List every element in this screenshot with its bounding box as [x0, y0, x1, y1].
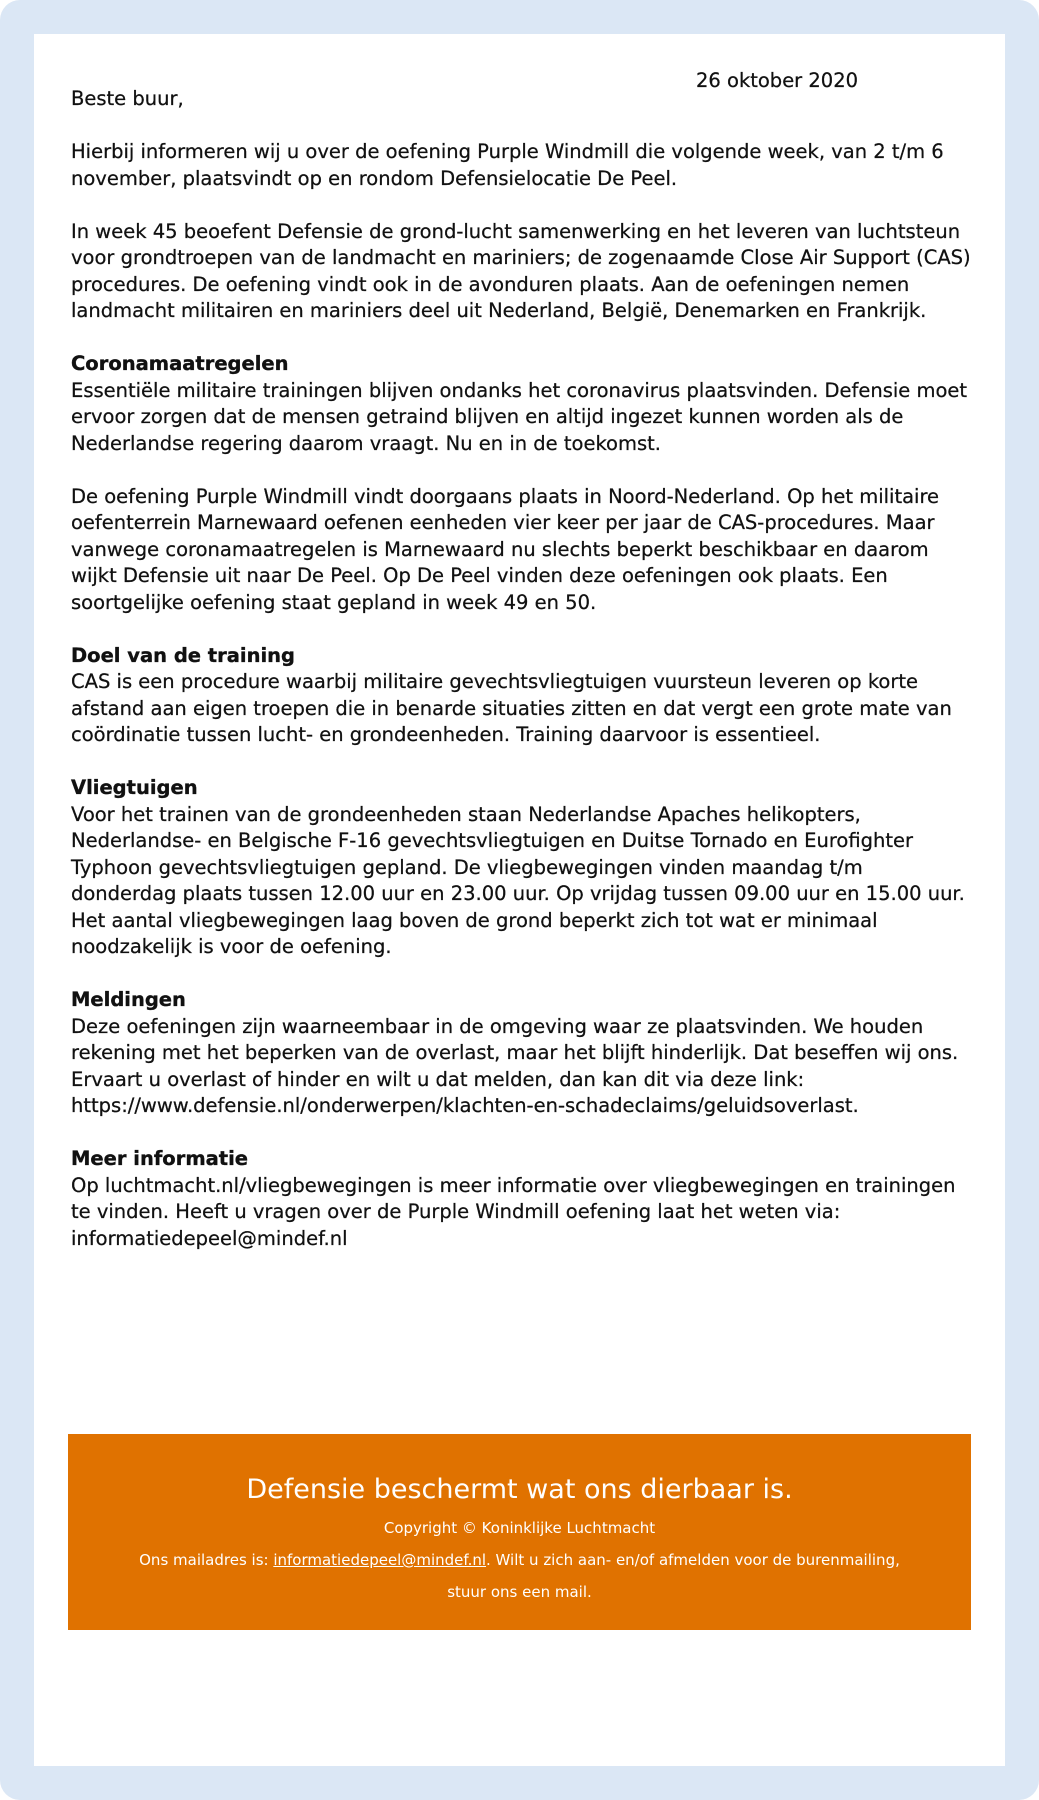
- week45-paragraph: In week 45 beoefent Defensie de grond-lucht samenwerking en het leveren van luchtsteun voor grondtroepen van de landmacht en mariniers; de zogenaamde Close Air Support (CAS) procedures. De oefening vindt ook in de avonduren plaats. Aan de oefeningen nemen landmacht militairen en mariniers deel uit Nederland, België, Denemarken en Frankrijk.: [71, 219, 971, 322]
- reports-heading: Meldingen: [71, 988, 186, 1011]
- info-heading: Meer informatie: [71, 1147, 249, 1170]
- aircraft-heading: Vliegtuigen: [71, 776, 198, 799]
- footer-copyright: Copyright © Koninklijke Luchtmacht: [383, 1519, 656, 1537]
- intro-paragraph: Hierbij informeren wij u over de oefening Purple Windmill die volgende week, van 2 t/m 6 november, plaatsvindt op en rondom Defensielocatie De Peel.: [71, 140, 944, 190]
- footer-banner: [68, 1434, 971, 1630]
- footer-mail-suffix: . Wilt u zich aan- en/of afmelden voor de burenmailing,: [486, 1551, 900, 1569]
- goal-heading: Doel van de training: [71, 643, 295, 667]
- footer-mail-line-2: stuur ons een mail.: [447, 1583, 592, 1601]
- goal-paragraph: CAS is een procedure waarbij militaire gevechtsvliegtuigen vuursteun leveren op korte afstand aan eigen troepen die in benarde situaties zitten en dat vergt een grote mate van coördinatie tussen lucht- en grondeenheden. Training daarvoor is essentieel.: [71, 670, 952, 746]
- letter-content: [71, 68, 971, 1252]
- info-paragraph: Op luchtmacht.nl/vliegbewegingen is meer informatie over vliegbewegingen en trainingen te vinden. Heeft u vragen over de Purple Windmill oefening laat het weten via: informatiedepeel@mindef.nl: [71, 1173, 956, 1250]
- footer-tagline: Defensie beschermt wat ons dierbaar is.: [246, 1474, 793, 1505]
- footer-mail-line: [68, 1544, 971, 1576]
- aircraft-paragraph: Voor het trainen van de grondeenheden staan Nederlandse Apaches helikopters, Nederlandse- en Belgische F-16 gevechtsvliegtuigen en Duitse Tornado en Eurofighter Typhoon gevechtsvliegtuigen gepland. De vliegbewegingen vinden maandag t/m donderdag plaats tussen 12.00 uur en 23.00 uur. Op vrijdag tussen 09.00 uur en 15.00 uur. Het aantal vliegbewegingen laag boven de grond beperkt zich tot wat er minimaal noodzakelijk is voor de oefening.: [71, 802, 965, 958]
- location-paragraph: De oefening Purple Windmill vindt doorgaans plaats in Noord-Nederland. Op het militaire oefenterrein Marnewaard oefenen eenheden vier keer per jaar de CAS-procedures. Maar vanwege coronamaatregelen is Marnewaard nu slechts beperkt beschikbaar en daarom wijkt Defensie uit naar De Peel. Op De Peel vinden deze oefeningen ook plaats. Een soortgelijke oefening staat gepland in week 49 en 50.: [71, 484, 940, 614]
- letter-date: 26 oktober 2020: [696, 69, 859, 92]
- footer-mail-prefix: Ons mailadres is:: [139, 1551, 274, 1569]
- reports-paragraph: Deze oefeningen zijn waarneembaar in de omgeving waar ze plaatsvinden. We houden rekening met het beperken van de overlast, maar het blijft hinderlijk. Dat beseffen wij ons. Ervaart u overlast of hinder en wilt u dat melden, dan kan dit via deze link: https://www.defensie.nl/onderwerpen/klachten-en-schadeclaims/geluidsoverlast.: [71, 1014, 959, 1117]
- corona-heading: Coronamaatregelen: [71, 352, 289, 375]
- corona-paragraph: Essentiële militaire trainingen blijven ondanks het coronavirus plaatsvinden. Defensie moet ervoor zorgen dat de mensen getraind blijven en altijd ingezet kunnen worden als de Nederlandse regering daarom vraagt. Nu en in de toekomst.: [71, 378, 968, 455]
- footer-mail-link[interactable]: informatiedepeel@mindef.nl: [273, 1551, 487, 1569]
- greeting: Beste buur,: [71, 87, 184, 110]
